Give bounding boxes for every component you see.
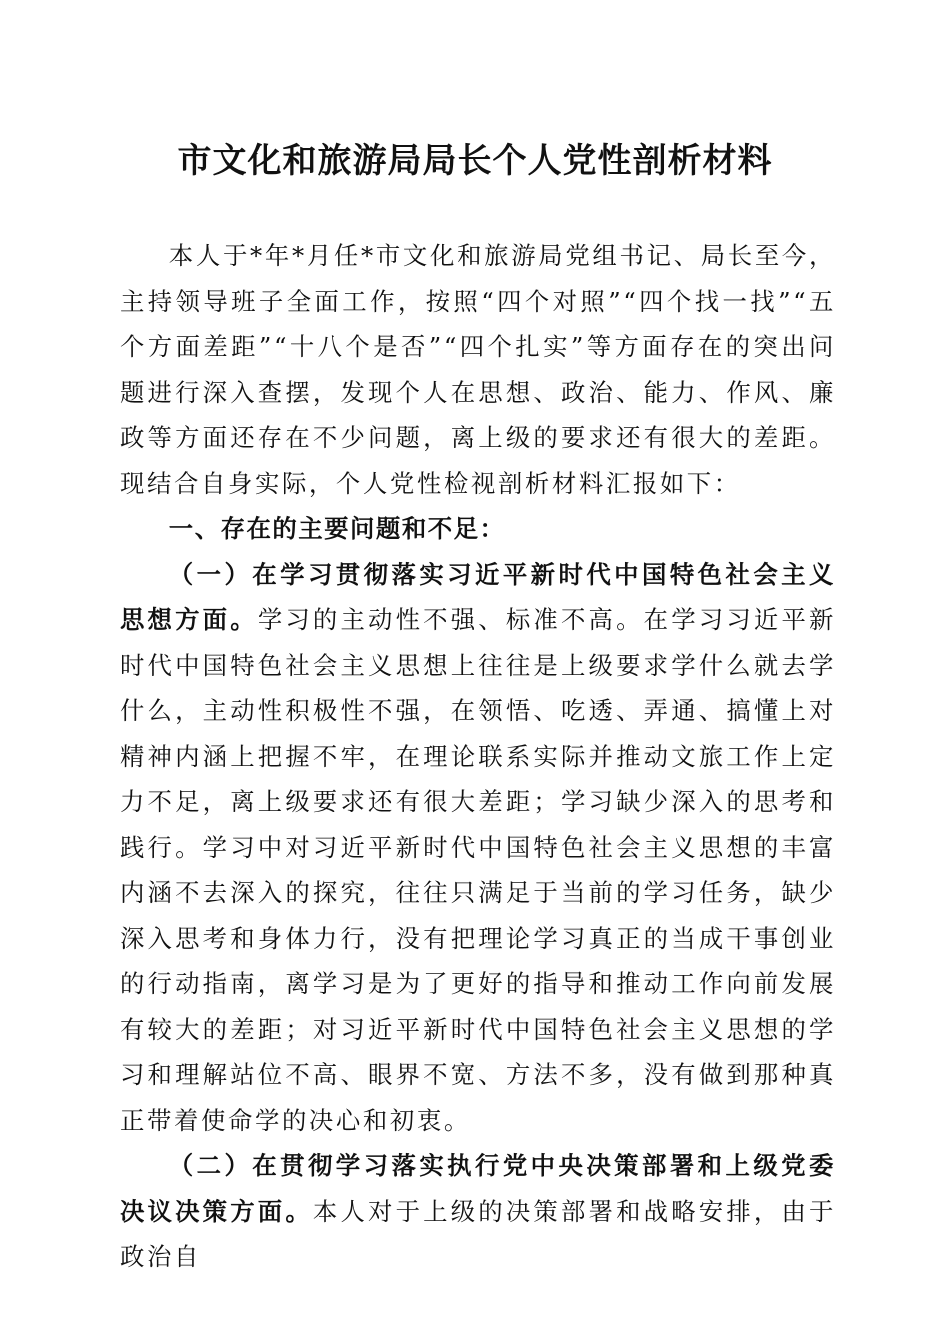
document-title: 市文化和旅游局局长个人党性剖析材料 [177, 141, 773, 181]
item-lead-1: （一）在学习贯彻落实习近平新时代中国特色社会主义思想方面。 [120, 559, 836, 634]
item-paragraph-1 [120, 552, 836, 1144]
item-body-1: 学习的主动性不强、标准不高。在学习习近平新时代中国特色社会主义思想上往往是上级要求学什么就去学什么，主动性积极性不强，在领悟、吃透、弄通、搞懂上对精神内涵上把握不牢，在理论联系实际并推动文旅工作上定力不足，离上级要求还有很大差距；学习缺少深入的思考和践行。学习中对习近平新时代中国特色社会主义思想的丰富内涵不去深入的探究，往往只满足于当前的学习任务，缺少深入思考和身体力行，没有把理论学习真正的当成干事创业的行动指南，离学习是为了更好的指导和推动工作向前发展有较大的差距；对习近平新时代中国特色社会主义思想的学习和理解站位不高、眼界不宽、方法不多，没有做到那种真正带着使命学的决心和初衷。 [120, 605, 836, 1135]
intro-paragraph: 本人于*年*月任*市文化和旅游局党组书记、局长至今，主持领导班子全面工作，按照“四个对照”“四个找一找”“五个方面差距”“十八个是否”“四个扎实”等方面存在的突出问题进行深入查摆，发现个人在思想、政治、能力、作风、廉政等方面还存在不少问题，离上级的要求还有很大的差距。现结合自身实际，个人党性检视剖析材料汇报如下： [120, 241, 836, 498]
document-body [120, 233, 836, 1280]
item-paragraph-2 [120, 1143, 836, 1280]
item-lead-2: （二）在贯彻学习落实执行党中央决策部署和上级党委决议决策方面。 [120, 1151, 836, 1226]
item-body-2: 本人对于上级的决策部署和战略安排，由于政治自 [120, 1196, 836, 1271]
section-heading: 一、存在的主要问题和不足： [168, 514, 506, 543]
